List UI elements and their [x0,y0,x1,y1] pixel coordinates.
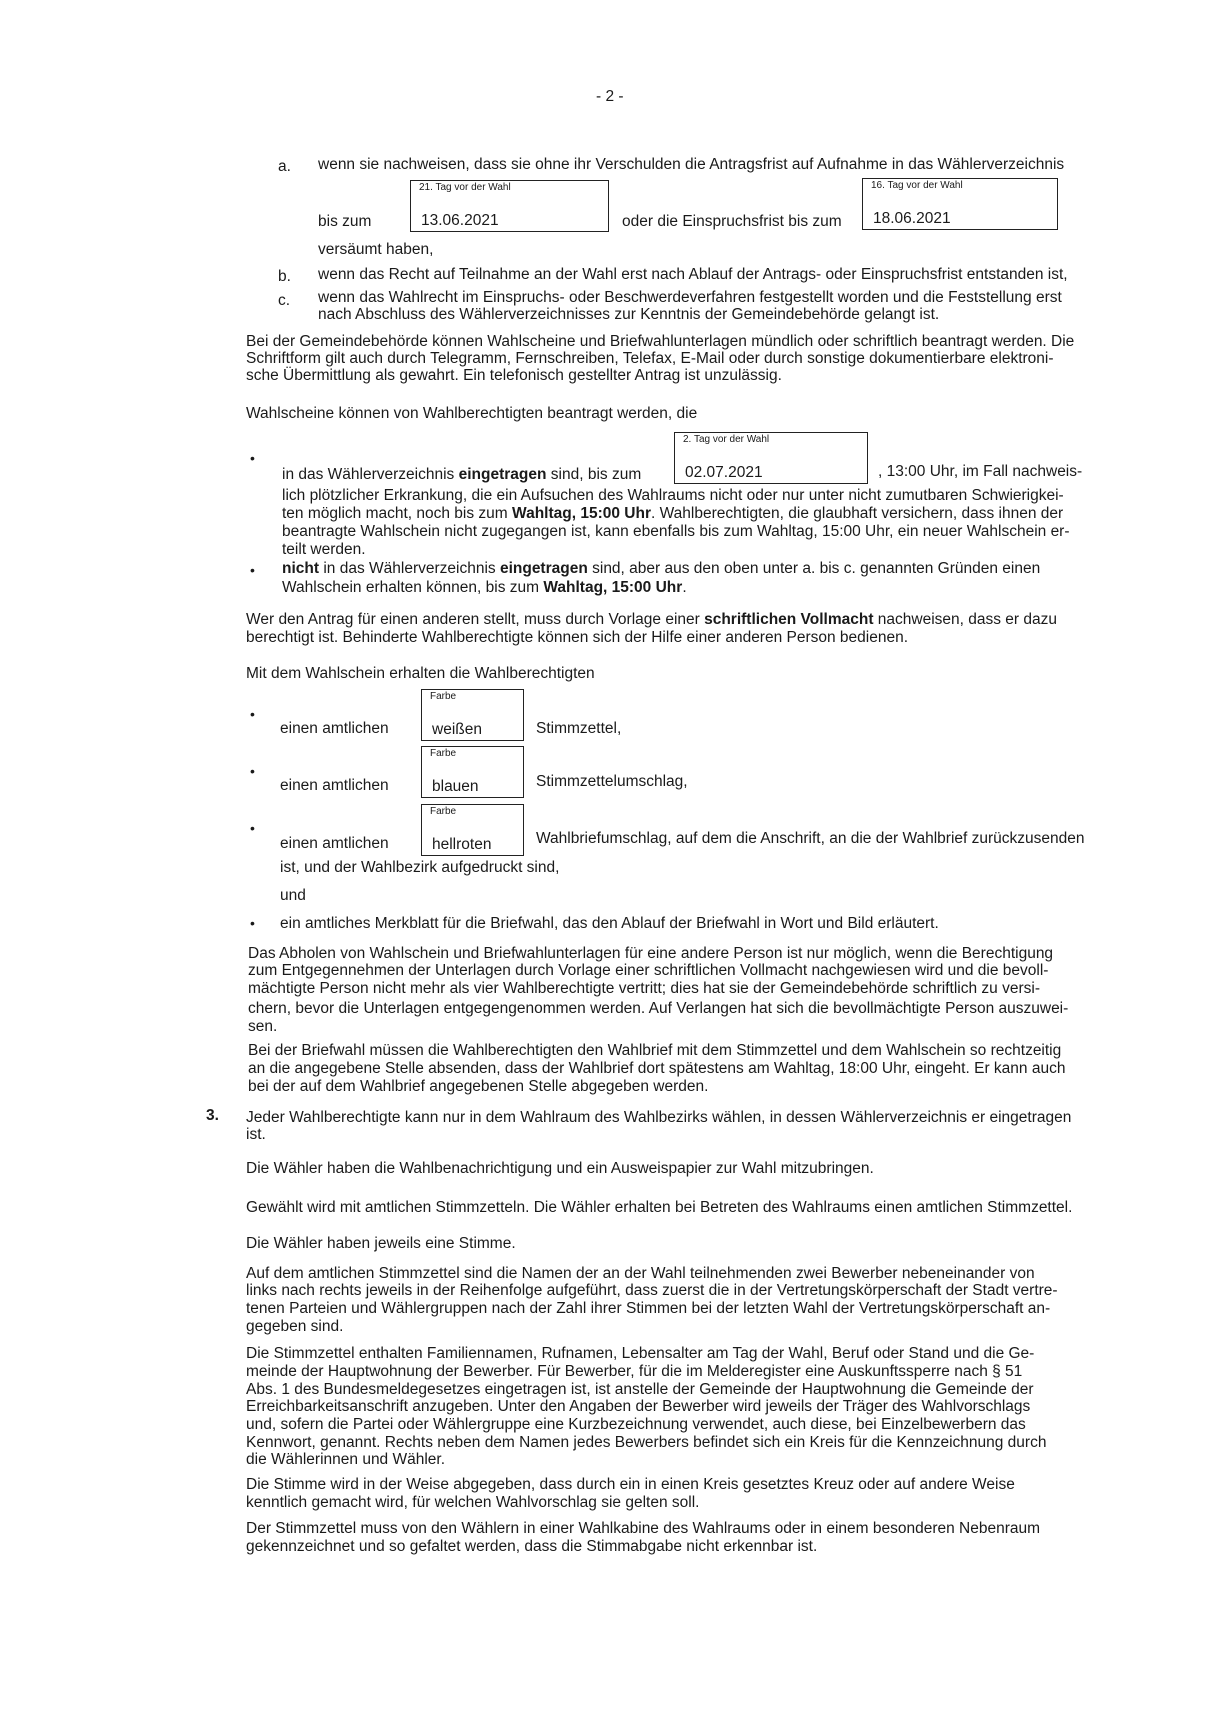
deadline-box-value: 02.07.2021 [685,464,763,481]
mit-dem-wahlschein: Mit dem Wahlschein erhalten die Wahlberechtigten [246,665,595,682]
bullet1-post: , 13:00 Uhr, im Fall nachweis- [878,463,1083,480]
item-b-marker: b. [278,268,291,285]
para-abholen-line: sen. [248,1018,278,1035]
deadline-box-value: 18.06.2021 [873,210,951,227]
para-familiennamen-line: Erreichbarkeitsanschrift anzugeben. Unter den Angaben der Bewerber wird jeweils der Träger des Wahlvorschlags [246,1398,1031,1415]
item-c-marker: c. [278,292,291,309]
bullet-dot: • [250,706,255,722]
bullet-dot: • [250,450,255,466]
bullet-dot: • [250,562,255,578]
para-gewaehlt: Gewählt wird mit amtlichen Stimmzetteln. Die Wähler erhalten bei Betreten des Wahlraums einen amtlichen Stimmzettel. [246,1199,1073,1216]
item-a-middle: oder die Einspruchsfrist bis zum [622,213,842,230]
bullet1-line3: ten möglich macht, noch bis zum Wahltag, 15:00 Uhr. Wahlberechtigten, die glaubhaft versichern, dass ihnen der [282,505,1064,522]
deadline-box-einspruchsfrist [862,178,1058,230]
bullet-dot: • [250,915,255,931]
ballot3-line2: ist, und der Wahlbezirk aufgedruckt sind, [280,859,560,876]
bullet2-line2: Wahlschein erhalten können, bis zum Wahltag, 15:00 Uhr. [282,579,687,596]
item-b-text: wenn das Recht auf Teilnahme an der Wahl erst nach Ablauf der Antrags- oder Einspruchsfrist entstanden ist, [318,266,1068,283]
item-a-line1: wenn sie nachweisen, dass sie ohne ihr Verschulden die Antragsfrist auf Aufnahme in das Wählerverzeichnis [318,156,1065,173]
ballot-label: einen amtlichen [280,835,389,852]
item-a-bis-zum: bis zum [318,213,372,230]
para-familiennamen-line: Kennwort, genannt. Rechts neben dem Namen jedes Bewerbers befindet sich ein Kreis für die Kennzeichnung durch [246,1434,1047,1451]
ballot-suffix: Stimmzettelumschlag, [536,773,688,790]
color-box-value: blauen [432,778,479,795]
deadline-box-wahlschein [674,432,868,484]
bullet-dot: • [250,763,255,779]
item-a-marker: a. [278,158,291,175]
deadline-box-antragsfrist [410,180,609,232]
bullet-dot: • [250,820,255,836]
merkblatt-text: ein amtliches Merkblatt für die Briefwahl, das den Ablauf der Briefwahl in Wort und Bild erläutert. [280,915,939,932]
para-abholen-line: zum Entgegennehmen der Unterlagen durch Vorlage einer schriftlichen Vollmacht nachgewiesen wird und die bevoll- [248,962,1049,979]
ballot-suffix: Stimmzettel, [536,720,622,737]
deadline-box-caption: 16. Tag vor der Wahl [871,180,963,191]
deadline-box-caption: 2. Tag vor der Wahl [683,434,770,445]
para-gemeinde-line: sche Übermittlung als gewahrt. Ein telefonisch gestellter Antrag ist unzulässig. [246,367,782,384]
section-3-number: 3. [206,1107,219,1124]
und-text: und [280,887,306,904]
color-box-caption: Farbe [430,806,457,817]
color-box-stimmzettel [421,689,524,741]
para-gemeinde-line: Schriftform gilt auch durch Telegramm, Fernschreiben, Telefax, E-Mail oder durch sonstige dokumentierbare elektroni- [246,350,1054,367]
para-abholen-line: Das Abholen von Wahlschein und Briefwahlunterlagen für eine andere Person ist nur möglich, wenn die Berechtigung [248,945,1054,962]
para-namen-line: links nach rechts jeweils in der Reihenfolge aufgeführt, dass zuerst die in der Vertretungskörperschaft der Stadt vertre- [246,1282,1058,1299]
bullet1-line5: teilt werden. [282,541,366,558]
ballot-label: einen amtlichen [280,720,389,737]
bullet2-line1: nicht in das Wählerverzeichnis eingetragen sind, aber aus den oben unter a. bis c. genannten Gründen einen [282,560,1041,577]
para-antrag-line2: berechtigt ist. Behinderte Wahlberechtigte können sich der Hilfe einer anderen Person bedienen. [246,629,909,646]
para-mitbringen: Die Wähler haben die Wahlbenachrichtigung und ein Ausweispapier zur Wahl mitzubringen. [246,1160,874,1177]
para-abholen-line: mächtigte Person nicht mehr als vier Wahlberechtigte vertritt; dies hat sie der Gemeindebehörde schriftlich zu versi- [248,980,1040,997]
deadline-box-caption: 21. Tag vor der Wahl [419,182,511,193]
para-namen-line: tenen Parteien und Wählergruppen nach der Zahl ihrer Stimmen bei der letzten Wahl der Vertretungskörperschaft an- [246,1300,1051,1317]
color-box-caption: Farbe [430,691,457,702]
para-stimme: Die Wähler haben jeweils eine Stimme. [246,1235,516,1252]
para-familiennamen-line: die Wählerinnen und Wähler. [246,1451,446,1468]
section-3-line1: Jeder Wahlberechtigte kann nur in dem Wahlraum des Wahlbezirks wählen, in dessen Wählerverzeichnis er eingetragen [246,1109,1072,1126]
para-wahlkabine-line: Der Stimmzettel muss von den Wählern in einer Wahlkabine des Wahlraums oder in einem besonderen Nebenraum [246,1520,1041,1537]
ballot-label: einen amtlichen [280,777,389,794]
item-a-line3: versäumt haben, [318,241,434,258]
para-namen-line: gegeben sind. [246,1318,344,1335]
color-box-wahlbriefumschlag [421,804,524,856]
bullet1-line4: beantragte Wahlschein nicht zugegangen ist, kann ebenfalls bis zum Wahltag, 15:00 Uhr, ein neuer Wahlschein er- [282,523,1070,540]
section-3-line2: ist. [246,1126,266,1143]
para-abgegeben-line: Die Stimme wird in der Weise abgegeben, dass durch ein in einen Kreis gesetztes Kreuz oder auf andere Weise [246,1476,1015,1493]
page-number: - 2 - [596,88,624,105]
para-briefwahl-line: Bei der Briefwahl müssen die Wahlberechtigten den Wahlbrief mit dem Stimmzettel und dem Wahlschein so rechtzeitig [248,1042,1062,1059]
color-box-caption: Farbe [430,748,457,759]
ballot-suffix: Wahlbriefumschlag, auf dem die Anschrift, an die der Wahlbrief zurückzusenden [536,830,1085,847]
para-abgegeben-line: kenntlich gemacht wird, für welchen Wahlvorschlag sie gelten soll. [246,1494,700,1511]
para-namen-line: Auf dem amtlichen Stimmzettel sind die Namen der an der Wahl teilnehmenden zwei Bewerber nebeneinander von [246,1265,1035,1282]
para-familiennamen-line: Die Stimmzettel enthalten Familiennamen, Rufnamen, Lebensalter am Tag der Wahl, Beruf oder Stand und die Ge- [246,1345,1035,1362]
para-abholen-line: chern, bevor die Unterlagen entgegengenommen werden. Auf Verlangen hat sich die bevollmächtigte Person auszuwei- [248,1000,1069,1017]
wahlscheine-intro: Wahlscheine können von Wahlberechtigten beantragt werden, die [246,405,698,422]
color-box-stimmzettelumschlag [421,746,524,798]
deadline-box-value: 13.06.2021 [421,212,499,229]
color-box-value: weißen [432,721,482,738]
para-familiennamen-line: und, sofern die Partei oder Wählergruppe eine Kurzbezeichnung verwendet, auch diese, bei Einzelbewerbern das [246,1416,1026,1433]
item-c-line1: wenn das Wahlrecht im Einspruchs- oder Beschwerdeverfahren festgestellt worden und die Feststellung erst [318,289,1062,306]
para-briefwahl-line: an die angegebene Stelle absenden, dass der Wahlbrief dort spätestens am Wahltag, 18:00 Uhr, eingeht. Er kann auch [248,1060,1066,1077]
para-familiennamen-line: Abs. 1 des Bundesmeldegesetzes eingetragen ist, ist anstelle der Gemeinde der Hauptwohnung die Gemeinde der [246,1381,1034,1398]
para-briefwahl-line: bei der auf dem Wahlbrief angegebenen Stelle abgegeben werden. [248,1078,709,1095]
bullet1-line1: in das Wählerverzeichnis eingetragen sind, bis zum [282,466,642,483]
para-gemeinde-line: Bei der Gemeindebehörde können Wahlscheine und Briefwahlunterlagen mündlich oder schriftlich beantragt werden. Die [246,333,1075,350]
color-box-value: hellroten [432,836,492,853]
bullet1-line2: lich plötzlicher Erkrankung, die ein Aufsuchen des Wahlraums nicht oder nur unter nicht zumutbaren Schwierigkei- [282,487,1064,504]
para-antrag-line1: Wer den Antrag für einen anderen stellt, muss durch Vorlage einer schriftlichen Vollmacht nachweisen, dass er dazu [246,611,1058,628]
para-familiennamen-line: meinde der Hauptwohnung der Bewerber. Für Bewerber, für die im Melderegister eine Auskunftssperre nach § 51 [246,1363,1023,1380]
item-c-line2: nach Abschluss des Wählerverzeichnisses zur Kenntnis der Gemeindebehörde gelangt ist. [318,306,940,323]
para-wahlkabine-line: gekennzeichnet und so gefaltet werden, dass die Stimmabgabe nicht erkennbar ist. [246,1538,818,1555]
